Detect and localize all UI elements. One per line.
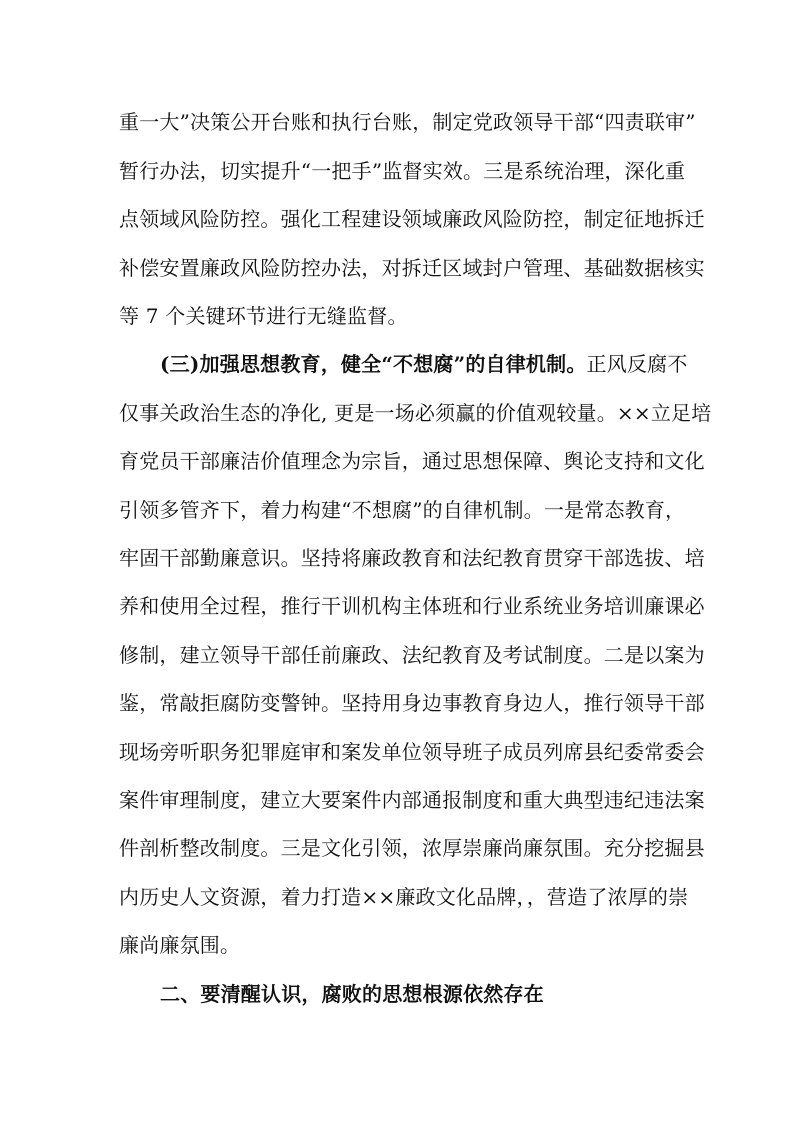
- section-3-heading: (三)加强思想教育，健全“不想腐”的自律机制。: [160, 352, 587, 376]
- text-line: 养和使用全过程，推行干训机构主体班和行业系统业务培训廉课必: [119, 594, 705, 618]
- text-line: 牢固干部勤廉意识。坚持将廉政教育和法纪教育贯穿干部选拔、培: [119, 546, 705, 570]
- text-line: 廉尚廉氛围。: [119, 933, 241, 957]
- text-line: 现场旁听职务犯罪庭审和案发单位领导班子成员列席县纪委常委会: [119, 740, 705, 764]
- text-line: 补偿安置廉政风险防控办法，对拆迁区域封户管理、基础数据核实: [119, 256, 705, 280]
- text-line: 点领域风险防控。强化工程建设领域廉政风险防控，制定征地拆迁: [119, 207, 705, 231]
- text-line: 引领多管齐下，着力构建“不想腐”的自律机制。一是常态教育，: [119, 498, 686, 522]
- text-line: 暂行办法，切实提升“一把手”监督实效。三是系统治理，深化重: [119, 159, 686, 183]
- paragraph-text: 正风反腐不: [586, 352, 688, 376]
- text-line: 育党员干部廉洁价值理念为宗旨，通过思想保障、舆论支持和文化: [119, 449, 705, 473]
- text-line: 鉴，常敲拒腐防变警钟。坚持用身边事教育身边人，推行领导干部: [119, 691, 705, 715]
- text-line: 内历史人文资源，着力打造××廉政文化品牌，，营造了浓厚的崇: [119, 885, 689, 909]
- text-line: 等 7 个关键环节进行无缝监督。: [119, 304, 408, 328]
- text-line: 件剖析整改制度。三是文化引领，浓厚崇廉尚廉氛围。充分挖掘县: [119, 836, 705, 860]
- section-2-heading: 二、要清醒认识，腐败的思想根源依然存在: [160, 982, 544, 1006]
- text-line: 仅事关政治生态的净化, 更是一场必须赢的价值观较量。××立足培: [119, 401, 712, 425]
- text-line: 重一大”决策公开台账和执行台账，制定党政领导干部“四责联审”: [119, 110, 696, 134]
- text-line: 案件审理制度，建立大要案件内部通报制度和重大典型违纪违法案: [119, 788, 705, 812]
- text-line: 修制，建立领导干部任前廉政、法纪教育及考试制度。二是以案为: [119, 643, 705, 667]
- section-3-heading-line: [160, 352, 740, 376]
